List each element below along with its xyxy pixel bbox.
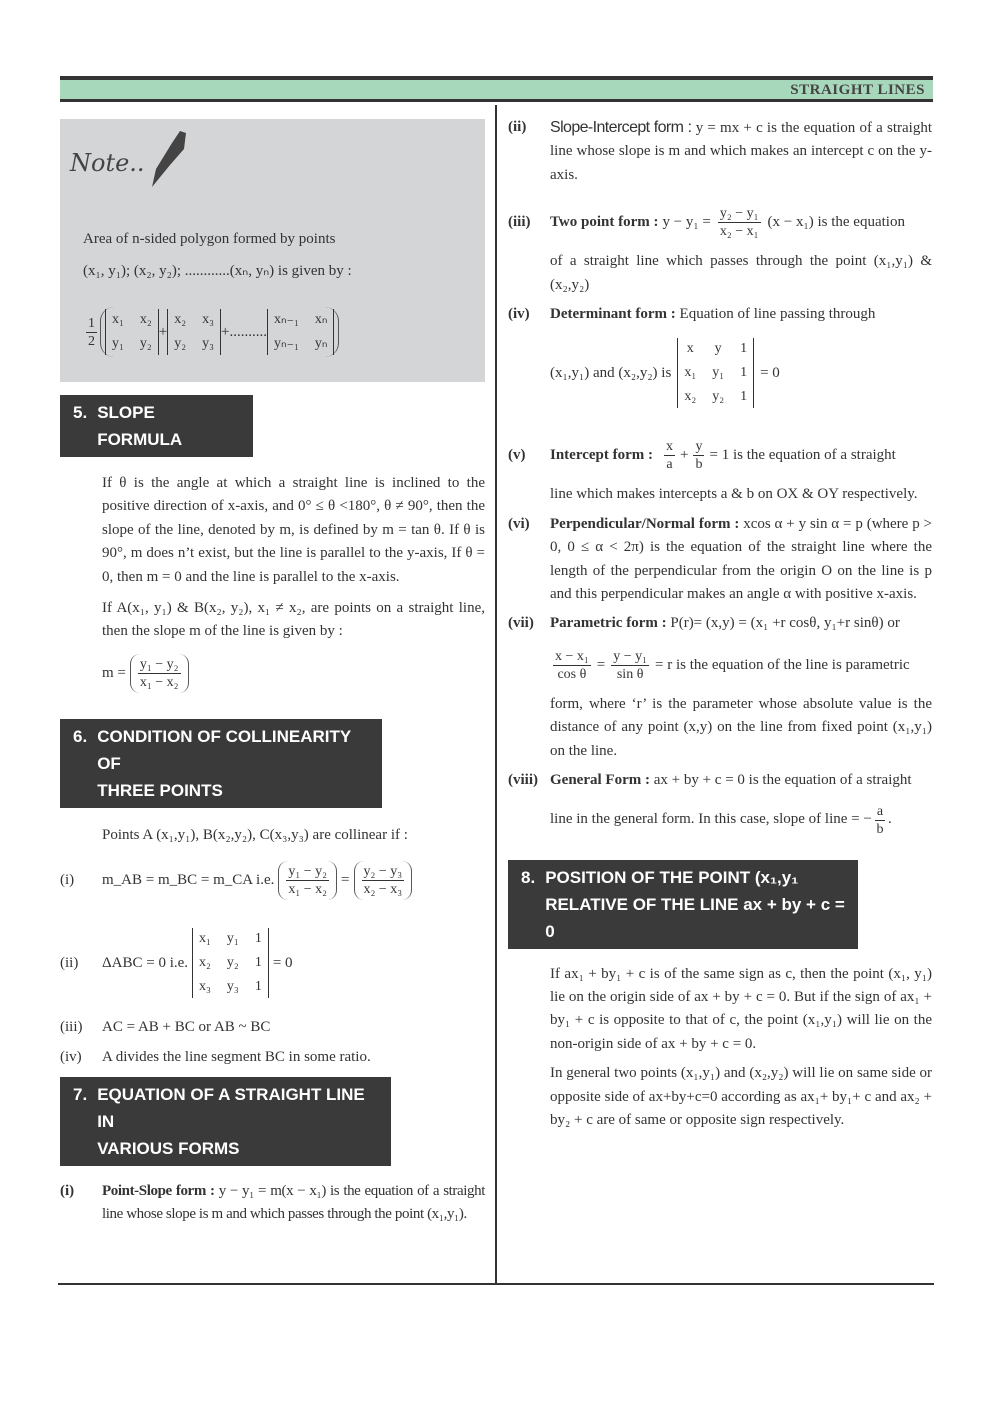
math-term: y₁ − y₂ — [139, 656, 179, 672]
math-term: ax + by + c = 0 is the equation of a straight — [649, 772, 912, 789]
math-term: POSITION OF THE POINT (x₁,y₁ — [545, 867, 799, 887]
form-v — [508, 438, 932, 473]
math-term: + — [680, 447, 689, 464]
collinear-iv-text: A divides the line segment BC in some ratio. — [102, 1048, 371, 1065]
math-term: y₁ − y₂ — [288, 864, 328, 880]
item-label: (i) — [60, 1183, 75, 1200]
math-term: x₁ — [199, 931, 211, 947]
item-label: (viii) — [508, 772, 538, 789]
math-term: xₙ₋₁ — [274, 312, 299, 327]
math-term: y — [714, 341, 722, 357]
math-term: a — [666, 457, 673, 473]
form-viii — [508, 769, 932, 792]
parametric-form-cont: form, where ‘r’ is the parameter whose absolute value is the distance of any point (x,y) on the line from fixed point (x₁,y₁) on the line. — [550, 695, 932, 759]
plus: + — [158, 323, 168, 340]
column-divider — [495, 105, 497, 1285]
item-label: (vii) — [508, 615, 534, 632]
form-vii — [508, 612, 932, 635]
math-term: y — [695, 439, 703, 455]
section-6-heading — [60, 719, 382, 808]
slope-formula — [102, 654, 485, 693]
math-term: 1 — [254, 979, 262, 995]
parametric-form — [550, 612, 932, 635]
position-rule: If ax₁ + by₁ + c is of the same sign as c, then the point (x₁, y₁) lie on the origin side of ax + by + c = 0. But if the sign of ax₁ + by₁ + c is opposite to that of c, the point (x₁,y₁) will lie on the non-origin side of ax + by + c = 0. — [550, 965, 932, 1052]
header-band — [60, 80, 933, 102]
math-term: y₂ − y₁ — [719, 206, 759, 222]
math-term: 1 — [740, 365, 748, 381]
math-term: y − y₁ = m(x − x₁) is the equation of a straight line whose slope is m and which passes through the point (x₁,y₁). — [102, 1183, 485, 1223]
math-term: x₂ — [199, 955, 211, 971]
math-term: Two point form : — [550, 214, 659, 231]
math-term: a — [876, 803, 884, 819]
math-term: y − y₁ — [613, 648, 648, 664]
math-term: . — [888, 811, 892, 828]
footer-rule — [58, 1283, 934, 1285]
determinant-form-formula — [550, 338, 932, 408]
math-term: VARIOUS FORMS — [97, 1139, 240, 1159]
math-term: RELATIVE OF THE LINE ax + by + c = 0 — [545, 894, 845, 941]
math-term: x₃ — [202, 312, 215, 327]
math-term: P(r)= (x,y) = (x₁ +r cosθ, y₁+r sinθ) or — [666, 615, 900, 632]
math-term: x − x₁ — [555, 648, 589, 664]
math-term: x₁ − x₂ — [288, 882, 328, 898]
math-term: 8. — [521, 867, 536, 887]
intercept-form-cont: line which makes intercepts a & b on OX & OY respectively. — [550, 486, 918, 503]
half-num: 1 — [88, 315, 95, 331]
math-term: (x − x₁) is the equation — [767, 214, 905, 231]
math-term: y₃ — [202, 336, 215, 351]
math-term: SLOPE FORMULA — [97, 403, 183, 449]
math-term: 1 — [740, 341, 748, 357]
math-term: line in the general form. In this case, slope of line = − — [550, 811, 872, 828]
det-2 — [167, 309, 221, 355]
math-term: Parametric form : — [550, 615, 667, 632]
math-term: y = mx + c is the equation of a straight line whose slope is m and which makes an intercept c on the y-axis. — [550, 120, 932, 183]
math-term: y₂ — [139, 336, 152, 351]
form-iv — [508, 303, 932, 326]
note-line1: Area of n-sided polygon formed by points — [83, 231, 336, 247]
collinear-determinant — [102, 928, 485, 998]
form-vi — [508, 513, 932, 607]
math-term: EQUATION OF A STRAIGHT LINE IN — [97, 1085, 365, 1132]
item-label: (iii) — [508, 214, 531, 231]
math-term: x — [686, 341, 694, 357]
math-term: 5. — [73, 403, 88, 422]
math-term: y₁ — [712, 365, 725, 381]
math-term: y₁ — [112, 336, 124, 351]
math-term: m_AB = m_BC = m_CA i.e. — [102, 872, 275, 889]
math-term: x₁ — [684, 365, 697, 381]
math-term: 6. — [73, 726, 88, 746]
point-slope-form — [102, 1180, 485, 1227]
det-1 — [105, 309, 159, 355]
math-term: y₂ — [174, 336, 187, 351]
math-term: y₂ — [712, 389, 725, 405]
math-term: x₁ — [112, 312, 124, 327]
form-i — [60, 1180, 485, 1227]
math-term: Intercept form : — [550, 447, 654, 464]
chapter-title: STRAIGHT LINES — [790, 82, 925, 98]
slope-definition: If θ is the angle at which a straight line is inclined to the positive direction of x-axis, and 0° ≤ θ <180°, θ ≠ 90°, then the slope of the line, denoted by m, is defined by m = tan θ. If θ is 90°, m does n’t exist, but the line is parallel to the y-axis, If θ = 0, then m = 0 and the line is parallel to the x-axis. — [102, 475, 485, 585]
math-term: 1 — [254, 955, 262, 971]
section-7-heading — [60, 1077, 391, 1166]
section-8-heading — [508, 860, 858, 949]
math-term: x₂ — [139, 312, 152, 327]
math-term: = — [341, 872, 350, 889]
two-point-form — [550, 205, 932, 240]
dots: +.......... — [221, 323, 267, 340]
intercept-form — [550, 438, 932, 473]
math-term: = r is the equation of the line is parametric — [655, 656, 910, 673]
math-term: = 0 — [760, 364, 780, 381]
item-label: (ii) — [60, 954, 79, 971]
math-term: General Form : — [550, 772, 650, 789]
math-term: 1 — [254, 931, 262, 947]
collinear-ii — [60, 928, 485, 998]
determinant-form — [550, 303, 932, 326]
math-term: xₙ — [314, 312, 328, 327]
item-label: (vi) — [508, 515, 530, 532]
math-term: 1 — [740, 389, 748, 405]
collinear-iii — [60, 1016, 485, 1039]
math-term: y₂ − y₃ — [363, 864, 403, 880]
collinear-iii-text: AC = AB + BC or AB ~ BC — [102, 1019, 271, 1036]
item-label: (i) — [60, 872, 75, 889]
math-term: x₃ — [199, 979, 211, 995]
note-box — [60, 119, 485, 382]
polygon-area-formula — [83, 307, 339, 357]
position-general: In general two points (x₁,y₁) and (x₂,y₂) will lie on same side or opposite side of ax+by+c=0 according as ax₁+ by₁+ c and ax₂ + by₂ + c are of same or opposite sign respectively. — [550, 1065, 932, 1128]
note-logo: Note.. — [70, 149, 145, 177]
slope-intercept-form — [550, 116, 932, 187]
general-form — [550, 769, 932, 792]
item-label: (iii) — [60, 1019, 83, 1036]
math-term: x₂ − x₁ — [719, 224, 759, 240]
determinant — [192, 928, 269, 998]
math-term: Equation of line passing through — [675, 306, 876, 323]
math-term: sin θ — [616, 666, 644, 682]
math-term: Perpendicular/Normal form : — [550, 515, 740, 532]
item-label: (iv) — [60, 1048, 82, 1065]
det-3 — [267, 309, 334, 355]
collinear-slopes — [102, 861, 485, 900]
math-term: yₙ₋₁ — [274, 336, 299, 351]
item-label: (ii) — [508, 119, 527, 135]
math-term: x₁ − x₂ — [139, 674, 179, 690]
math-term: = — [596, 656, 606, 673]
collinear-intro: Points A (x₁,y₁), B(x₂,y₂), C(x₃,y₃) are collinear if : — [102, 826, 408, 843]
math-term: cos θ — [557, 666, 587, 682]
math-term: y₂ — [226, 955, 239, 971]
right-column — [508, 116, 932, 1132]
math-term: (x₁,y₁) and (x₂,y₂) is — [550, 364, 672, 381]
math-term: = 1 is the equation of a straight — [709, 447, 896, 464]
math-term: yₙ — [314, 336, 328, 351]
form-iii — [508, 205, 932, 240]
pen-icon — [140, 129, 190, 189]
slope-two-points: If A(x₁, y₁) & B(x₂, y₂), x₁ ≠ x₂, are points on a straight line, then the slope m of the line is given by : — [102, 600, 485, 640]
math-term: x — [666, 439, 674, 455]
math-term: 7. — [73, 1085, 88, 1105]
note-line2: (x₁, y₁); (x₂, y₂); ............(xₙ, yₙ) is given by : — [83, 263, 352, 279]
math-term: Point-Slope form : — [102, 1183, 215, 1200]
general-form-cont — [550, 803, 932, 838]
collinear-i — [60, 861, 485, 900]
left-column — [60, 119, 485, 1227]
item-label: (v) — [508, 447, 526, 464]
parametric-formula — [550, 648, 932, 683]
math-term: CONDITION OF COLLINEARITY OF — [97, 726, 351, 773]
item-label: (iv) — [508, 306, 530, 323]
math-term: xcos α + y sin α = p (where p > 0, 0 ≤ α < 2π) is the equation of the straight line where the length of the perpendicular from the origin O on the line is p and this perpendicular makes an angle α with positive x-axis. — [550, 515, 933, 603]
math-term: y₁ — [226, 931, 239, 947]
collinear-iv — [60, 1046, 485, 1069]
math-term: = 0 — [272, 954, 293, 971]
math-term: THREE POINTS — [97, 780, 223, 800]
math-term: x₂ — [684, 389, 697, 405]
half-den: 2 — [88, 333, 95, 349]
math-term: y₃ — [226, 979, 239, 995]
math-term: ΔABC = 0 i.e. — [102, 954, 189, 971]
math-term: b — [695, 457, 703, 473]
math-term: y − y₁ = — [662, 214, 711, 231]
form-ii — [508, 116, 932, 187]
math-term: Slope-Intercept form : — [550, 119, 692, 136]
normal-form — [550, 513, 932, 607]
determinant — [677, 338, 754, 408]
math-term: x₂ — [174, 312, 187, 327]
math-term: x₂ − x₃ — [363, 882, 403, 898]
math-term: m = — [102, 664, 126, 681]
math-term: Determinant form : — [550, 306, 676, 323]
section-5-heading — [60, 395, 253, 457]
math-term: b — [876, 821, 884, 837]
two-point-form-cont: of a straight line which passes through the point (x₁,y₁) & (x₂,y₂) — [550, 253, 932, 293]
